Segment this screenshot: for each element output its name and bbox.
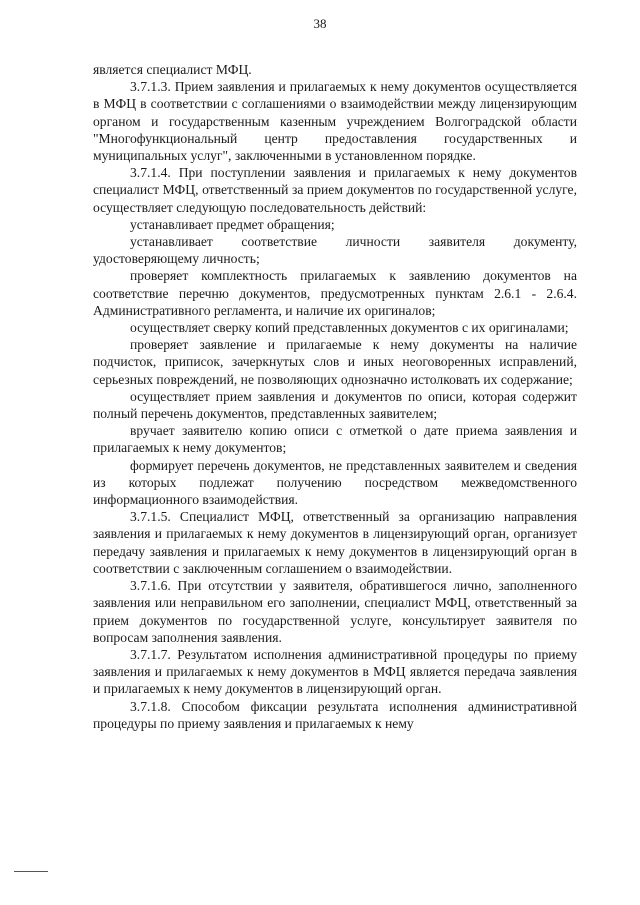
paragraph: 3.7.1.7. Результатом исполнения административной процедуры по приему заявления и прилагаемых к нему документов в МФЦ является передача заявления и прилагаемых к нему документов в лицензирующий орган. [93, 646, 577, 697]
paragraph: 3.7.1.5. Специалист МФЦ, ответственный за организацию направления заявления и прилагаемых к нему документов в лицензирующий орган, организует передачу заявления и прилагаемых к нему документов в лицензирующий орган в соответствии с заключенным соглашением о взаимодействии. [93, 509, 577, 576]
list-item: проверяет заявление и прилагаемые к нему документы на наличие подчисток, приписок, зачеркнутых слов и иных неоговоренных исправлений, серьезных повреждений, не позволяющих однозначно истолковать их содержание; [93, 337, 577, 387]
footer-divider [14, 871, 48, 872]
paragraph: 3.7.1.6. При отсутствии у заявителя, обратившегося лично, заполненного заявления или неправильном его заполнении, специалист МФЦ, ответственный за прием документов по государственной услуге, консультирует заявителя по вопросам заполнения заявления. [93, 578, 577, 645]
list-item: устанавливает предмет обращения; [130, 216, 335, 232]
document-body [93, 61, 577, 732]
paragraph: является специалист МФЦ. [93, 62, 252, 77]
list-item: устанавливает соответствие личности заявителя документу, удостоверяющему личность; [93, 234, 577, 267]
paragraph: 3.7.1.4. При поступлении заявления и прилагаемых к нему документов специалист МФЦ, ответственный за прием документов по государственной услуге, осуществляет следующую последовательность действий: [93, 165, 577, 215]
paragraph: 3.7.1.8. Способом фиксации результата исполнения административной процедуры по приему заявления и прилагаемых к нему [93, 698, 577, 731]
list-item: проверяет комплектность прилагаемых к заявлению документов на соответствие перечню документов, предусмотренных пунктам 2.6.1 - 2.6.4. Административного регламента, и наличие их оригиналов; [93, 268, 577, 318]
list-item: вручает заявителю копию описи с отметкой о дате приема заявления и прилагаемых к нему документов; [93, 423, 577, 456]
page-number: 38 [313, 16, 327, 31]
list-item: осуществляет сверку копий представленных документов с их оригиналами; [130, 320, 569, 336]
list-item: формирует перечень документов, не представленных заявителем и сведения из которых подлежат получению посредством межведомственного информационного взаимодействия. [93, 457, 577, 508]
list-item: осуществляет прием заявления и документов по описи, которая содержит полный перечень документов, представленных заявителем; [93, 388, 577, 422]
paragraph: 3.7.1.3. Прием заявления и прилагаемых к нему документов осуществляется в МФЦ в соответствии с соглашениями о взаимодействии между лицензирующим органом и государственным казенным учреждением Волгоградской области "Многофункциональный центр предоставления государственных и муниципальных услуг", заключенными в установленном порядке. [93, 79, 577, 164]
